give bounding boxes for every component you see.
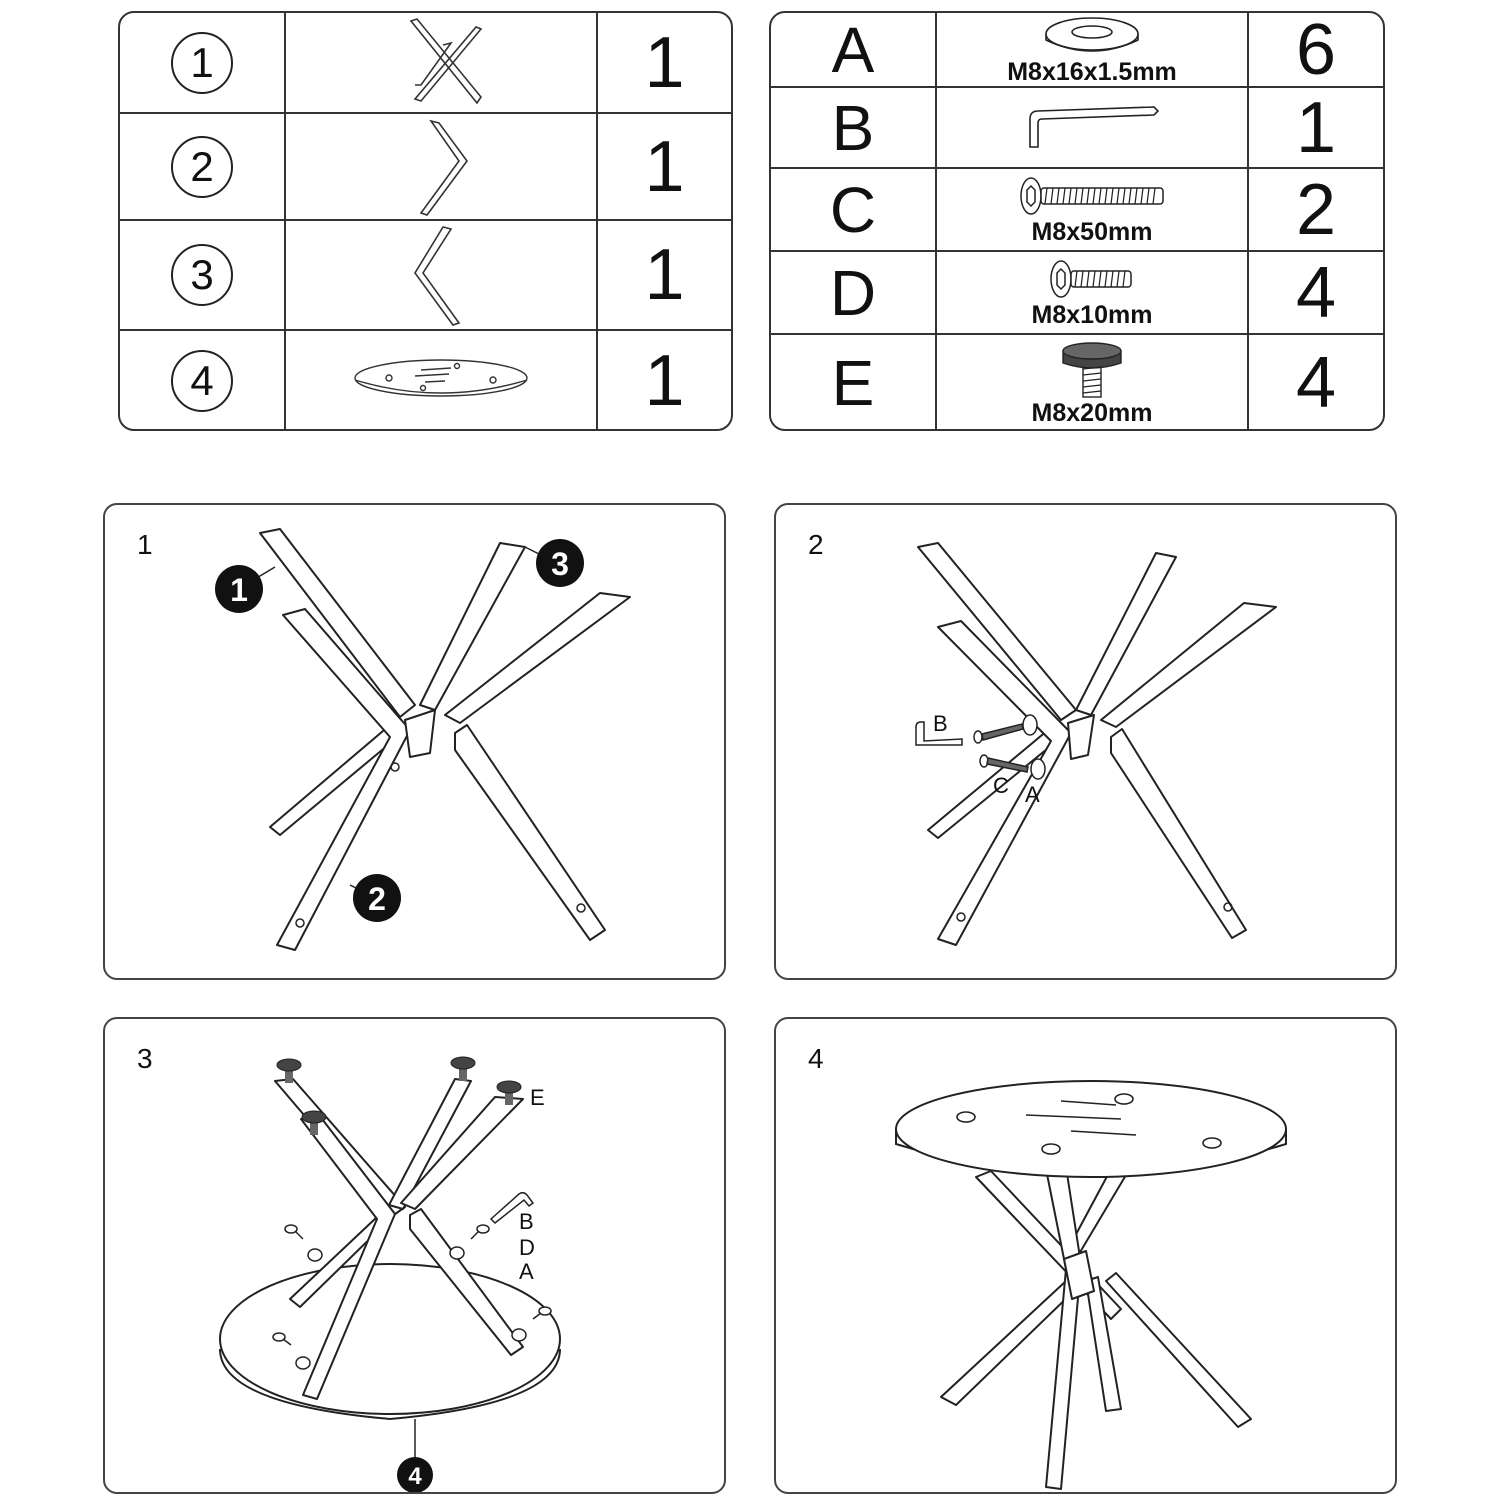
washer-icon: [512, 1329, 526, 1341]
hardware-label: A: [1025, 782, 1040, 807]
hardware-row: [771, 13, 1383, 88]
step-number: 4: [808, 1043, 824, 1074]
hardware-spec: M8x50mm: [1031, 218, 1153, 246]
washer-icon: [1023, 715, 1037, 735]
part-number: 1: [171, 32, 233, 94]
step-4-illustration: [776, 1019, 1395, 1492]
part-qty: 1: [644, 126, 685, 207]
step-number: 1: [137, 529, 153, 560]
part-qty: 1: [644, 341, 685, 421]
hardware-letter: E: [831, 347, 875, 419]
part-number: 3: [171, 244, 233, 306]
hardware-label: E: [530, 1085, 545, 1110]
short-bolt-icon: [1047, 257, 1137, 301]
callout-text: 2: [368, 881, 386, 917]
hardware-label: A: [519, 1259, 534, 1284]
round-glass-top-icon: [896, 1081, 1286, 1177]
leveling-foot-icon: [1057, 341, 1127, 399]
part-qty: 1: [644, 235, 685, 315]
hardware-spec: M8x10mm: [1031, 301, 1153, 329]
step-4-panel: [774, 1017, 1397, 1494]
callout-badge: [353, 874, 401, 922]
step-2-panel: [774, 503, 1397, 980]
parts-row: [120, 221, 731, 331]
washer-icon: [1042, 14, 1142, 58]
hardware-letter: A: [831, 13, 875, 86]
hardware-qty: 2: [1295, 169, 1337, 250]
long-bolt-icon: [1017, 174, 1167, 218]
left-leg-icon: [401, 223, 481, 327]
step-1-illustration: [105, 505, 724, 978]
step-2-illustration: [776, 505, 1395, 978]
x-base-frame-icon: [381, 15, 501, 111]
part-number: 2: [171, 136, 233, 198]
hardware-row: [771, 252, 1383, 335]
washer-icon: [1031, 759, 1045, 779]
part-qty: 1: [644, 22, 685, 103]
callout-badge: [397, 1457, 433, 1492]
step-3-illustration: [105, 1019, 724, 1492]
callout-badge: [215, 565, 263, 613]
parts-table: [118, 11, 733, 431]
step-number: 3: [137, 1043, 153, 1074]
parts-row: [120, 331, 731, 431]
hardware-label: C: [993, 773, 1009, 798]
long-bolt-icon: [974, 724, 1023, 743]
washer-icon: [450, 1247, 464, 1259]
hardware-table: [769, 11, 1385, 431]
leveling-foot-icon: [451, 1057, 475, 1081]
short-bolt-icon: [471, 1225, 489, 1239]
hardware-label: B: [519, 1209, 534, 1234]
hardware-qty: 1: [1295, 87, 1337, 168]
right-leg-icon: [401, 117, 481, 217]
hardware-letter: D: [829, 256, 877, 329]
short-bolt-icon: [285, 1225, 303, 1239]
washer-icon: [308, 1249, 322, 1261]
callout-text: 1: [230, 572, 248, 608]
step-number: 2: [808, 529, 824, 560]
hardware-label: D: [519, 1235, 535, 1260]
parts-row: [120, 13, 731, 114]
hardware-row: [771, 335, 1383, 431]
part-number: 4: [171, 350, 233, 412]
hardware-qty: 4: [1295, 252, 1337, 333]
hardware-letter: C: [829, 173, 877, 246]
round-glass-top-icon: [351, 356, 531, 406]
hardware-spec: M8x16x1.5mm: [1007, 58, 1177, 86]
callout-text: 4: [408, 1463, 422, 1490]
hardware-row: [771, 169, 1383, 252]
step-3-panel: [103, 1017, 726, 1494]
hardware-row: [771, 88, 1383, 169]
parts-row: [120, 114, 731, 221]
hardware-label: B: [933, 711, 948, 736]
hardware-qty: 6: [1295, 11, 1337, 90]
washer-icon: [296, 1357, 310, 1369]
allen-key-icon: [1022, 103, 1162, 153]
callout-text: 3: [551, 546, 569, 582]
hardware-spec: M8x20mm: [1031, 398, 1153, 427]
hardware-letter: B: [831, 91, 875, 164]
callout-badge: [536, 539, 584, 587]
hardware-qty: 4: [1295, 343, 1337, 423]
step-1-panel: [103, 503, 726, 980]
